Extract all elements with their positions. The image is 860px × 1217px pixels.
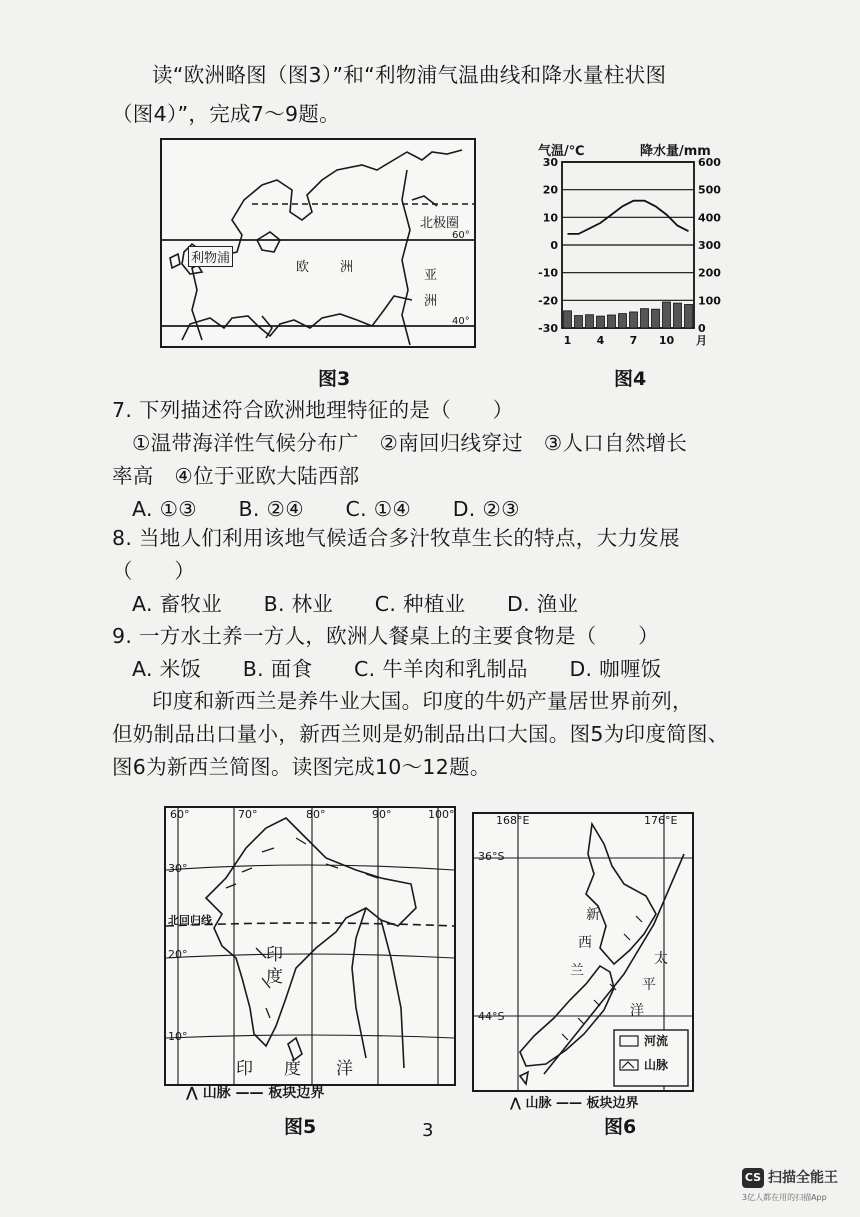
- europe-map-drawing: [162, 140, 474, 346]
- fig5-legend: [186, 1082, 324, 1102]
- temp-axis-label: 气温/℃: [538, 144, 585, 159]
- figure-4-caption: 图4: [614, 368, 647, 390]
- ocean-label-3: 洋: [336, 1059, 353, 1079]
- temp-tick-label: 0: [550, 239, 558, 252]
- fig5-legend-text: 山脉 —— 板块边界: [202, 1085, 325, 1101]
- q7-stem: 7. 下列描述符合欧洲地理特征的是（ ）: [112, 398, 514, 422]
- precip-tick-label: 200: [698, 266, 721, 280]
- figure-6-caption: 图6: [604, 1116, 637, 1138]
- watermark-brand: 扫描全能王: [768, 1170, 838, 1186]
- mountain-icon: ⋀: [510, 1096, 521, 1111]
- liverpool-label: 利物浦: [188, 246, 233, 267]
- precip-bar: [652, 309, 660, 328]
- lon-168-label: 168°E: [496, 814, 530, 827]
- pac-label-3: 洋: [630, 1003, 644, 1019]
- figure-5-caption: 图5: [284, 1116, 317, 1138]
- q8-choices: A. 畜牧业 B. 林业 C. 种植业 D. 渔业: [132, 592, 579, 616]
- nz-label-3: 兰: [570, 963, 584, 979]
- arctic-circle-label: 北极圈: [420, 216, 460, 231]
- india-map: [164, 806, 456, 1086]
- tropic-label: 北回归线: [168, 914, 212, 927]
- mountain-icon: ⋀: [186, 1085, 198, 1101]
- q7-choices: A. ①③ B. ②④ C. ①④ D. ②③: [132, 497, 520, 521]
- precip-bar: [608, 315, 616, 328]
- pac-label-1: 太: [654, 951, 668, 967]
- precip-bar: [674, 303, 682, 328]
- asia-label-2: 洲: [424, 294, 438, 309]
- intro2-line-2: 但奶制品出口量小，新西兰则是奶制品出口大国。图5为印度简图、: [112, 722, 729, 746]
- page-number: 3: [422, 1120, 434, 1141]
- climate-chart-svg: [530, 138, 730, 348]
- nz-map: [472, 812, 694, 1092]
- lon-100-label: 100°: [428, 808, 455, 821]
- q7-options-line-2: 率高 ④位于亚欧大陆西部: [112, 464, 360, 488]
- lon-60-label: 60°: [170, 808, 190, 821]
- lat-30-label: 30°: [168, 862, 188, 875]
- precip-tick-label: 500: [698, 183, 721, 197]
- month-tick-label: 10: [658, 334, 675, 347]
- lat-36-label: 36°S: [478, 850, 505, 863]
- india-label-1: 印: [266, 945, 283, 965]
- europe-label-1: 欧: [296, 260, 310, 275]
- precip-bar: [597, 316, 605, 328]
- month-tick-label: 1: [563, 334, 572, 347]
- intro2-line-1: 印度和新西兰是养牛业大国。印度的牛奶产量居世界前列，: [152, 689, 693, 713]
- climate-chart: [530, 138, 730, 348]
- fig6-legend: [510, 1092, 639, 1111]
- temp-tick-label: -10: [538, 266, 558, 280]
- india-map-drawing: [166, 808, 454, 1084]
- temp-tick-label: -20: [538, 294, 558, 308]
- precip-bar: [575, 316, 583, 328]
- ocean-label-1: 印: [236, 1059, 253, 1079]
- precip-bar: [641, 309, 649, 328]
- nz-label-1: 新: [586, 907, 600, 923]
- legend-mountain-label: 山脉: [644, 1058, 669, 1072]
- figure-3-caption: 图3: [318, 368, 351, 390]
- precip-tick-label: 300: [698, 239, 721, 252]
- ocean-label-2: 度: [284, 1059, 301, 1079]
- precip-bar: [630, 312, 638, 328]
- lon-90-label: 90°: [372, 808, 392, 821]
- precip-bar: [586, 315, 594, 328]
- temp-tick-label: 10: [542, 211, 558, 225]
- month-tick-label: 4: [596, 334, 605, 347]
- precip-tick-label: 0: [698, 322, 706, 335]
- month-tick-label: 7: [629, 334, 638, 347]
- q9-stem: 9. 一方水土养一方人，欧洲人餐桌上的主要食物是（ ）: [112, 624, 659, 648]
- month-tick-label: 月: [696, 334, 707, 347]
- intro-line-1: 读“欧洲略图（图3）”和“利物浦气温曲线和降水量柱状图: [152, 63, 667, 87]
- fig6-legend-text: 山脉 —— 板块边界: [525, 1096, 639, 1111]
- precip-tick-label: 100: [698, 294, 721, 308]
- q9-choices: A. 米饭 B. 面食 C. 牛羊肉和乳制品 D. 咖喱饭: [132, 657, 662, 681]
- precip-tick-label: 600: [698, 156, 721, 169]
- precip-bar: [663, 302, 671, 328]
- india-label-2: 度: [266, 967, 283, 987]
- scanner-watermark: [742, 1166, 854, 1212]
- precip-bar: [685, 304, 693, 328]
- q8-stem: 8. 当地人们利用该地气候适合多汁牧草生长的特点，大力发展: [112, 526, 680, 550]
- precip-bar: [619, 314, 627, 328]
- q8-paren: （ ）: [112, 559, 196, 583]
- europe-label-2: 洲: [340, 260, 354, 275]
- precip-axis-label: 降水量/mm: [640, 144, 711, 159]
- temp-tick-label: 20: [542, 183, 558, 197]
- intro-line-2: （图4）”，完成7～9题。: [112, 102, 340, 126]
- lat-44-label: 44°S: [478, 1010, 505, 1023]
- pac-label-2: 平: [642, 977, 656, 993]
- cs-logo-icon: CS: [742, 1168, 764, 1188]
- legend-river-label: 河流: [644, 1034, 669, 1048]
- lon-70-label: 70°: [238, 808, 258, 821]
- europe-map: [160, 138, 476, 348]
- lat-40-label: 40°: [452, 316, 470, 327]
- lat-20-label: 20°: [168, 948, 188, 961]
- precip-bar: [564, 311, 572, 328]
- watermark-subtitle: 3亿人都在用的扫描App: [742, 1193, 827, 1202]
- intro2-line-3: 图6为新西兰简图。读图完成10～12题。: [112, 755, 491, 779]
- temp-tick-label: 30: [542, 156, 558, 169]
- lat-60-label: 60°: [452, 230, 470, 241]
- temp-tick-label: -30: [538, 322, 558, 335]
- q7-options-line-1: ①温带海洋性气候分布广 ②南回归线穿过 ③人口自然增长: [132, 431, 688, 455]
- nz-label-2: 西: [578, 935, 592, 951]
- lon-176-label: 176°E: [644, 814, 678, 827]
- precip-tick-label: 400: [698, 211, 721, 225]
- lon-80-label: 80°: [306, 808, 326, 821]
- lat-10-label: 10°: [168, 1030, 188, 1043]
- asia-label-1: 亚: [424, 268, 438, 283]
